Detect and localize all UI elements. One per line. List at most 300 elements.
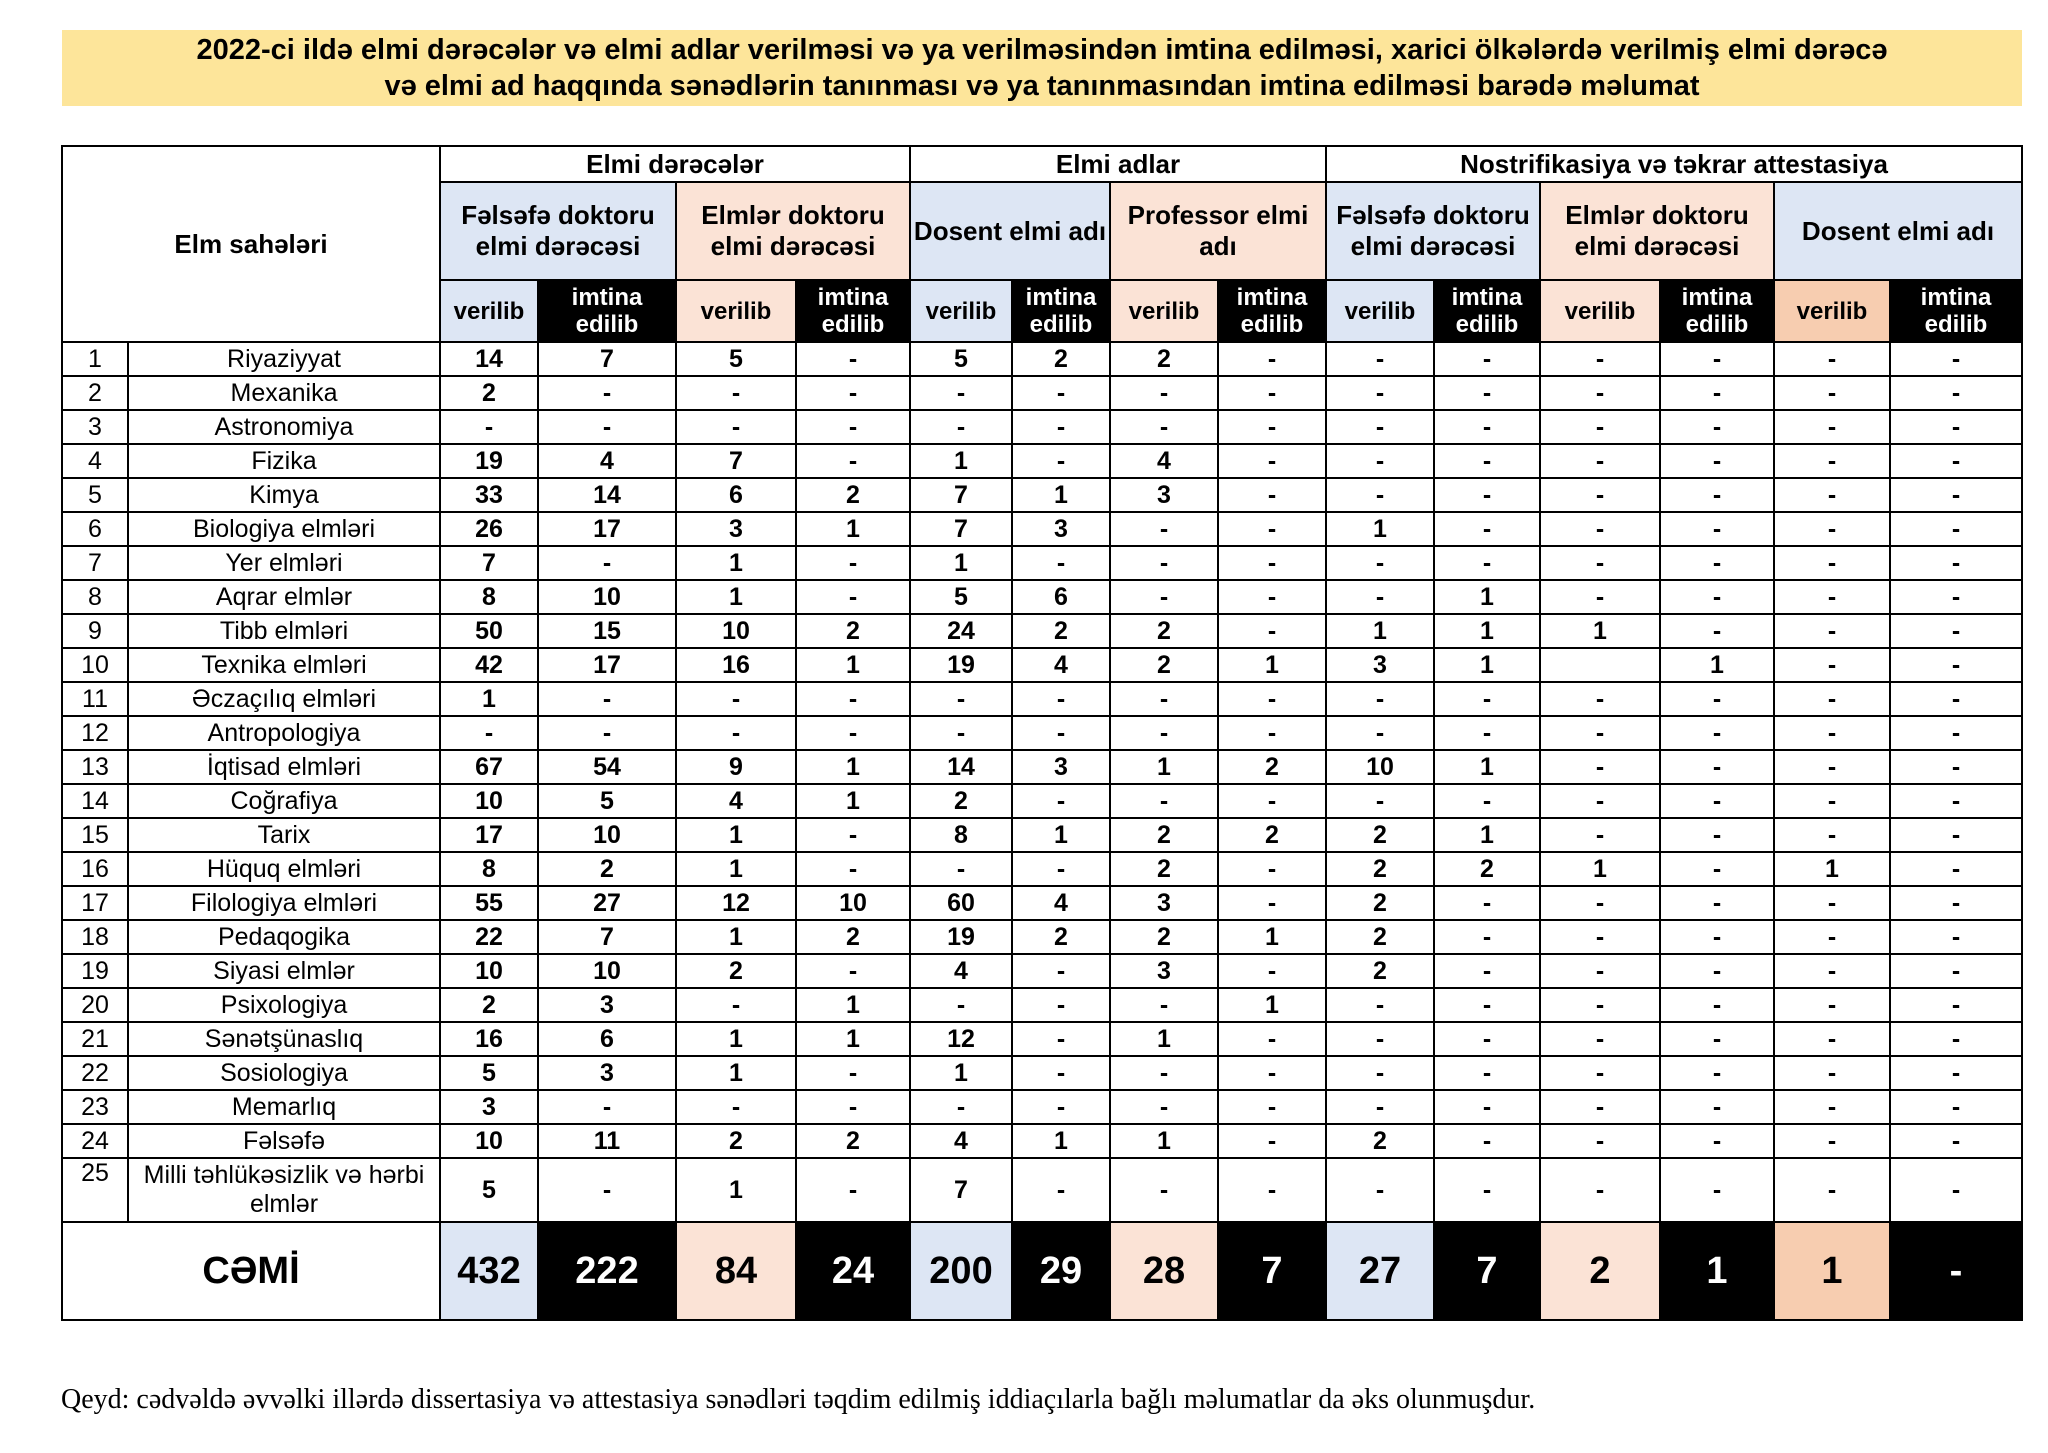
row-value: 2 — [1012, 614, 1110, 648]
row-value: - — [676, 1090, 796, 1124]
row-value: - — [910, 1090, 1012, 1124]
row-value: 1 — [1660, 648, 1774, 682]
title-line-2: və elmi ad haqqında sənədlərin tanınması və ya tanınmasından imtina edilməsi barədə məlumat — [384, 70, 1700, 102]
row-value: 19 — [910, 920, 1012, 954]
row-value: 1 — [440, 682, 538, 716]
row-value: - — [1540, 1090, 1660, 1124]
row-value: - — [1890, 852, 2022, 886]
row-value: 6 — [1012, 580, 1110, 614]
table-row — [62, 478, 2022, 512]
row-value: 4 — [910, 1124, 1012, 1158]
row-value: 2 — [1326, 1124, 1434, 1158]
row-value: 10 — [440, 1124, 538, 1158]
row-value: 16 — [440, 1022, 538, 1056]
row-value: - — [910, 682, 1012, 716]
table-row — [62, 342, 2022, 376]
row-value: - — [1434, 954, 1540, 988]
total-row — [62, 1222, 2022, 1320]
row-value: 1 — [796, 784, 910, 818]
table-row — [62, 716, 2022, 750]
row-value: - — [1774, 342, 1890, 376]
row-field-name: Yer elmləri — [128, 546, 440, 580]
row-value: 1 — [796, 512, 910, 546]
row-value: - — [1774, 410, 1890, 444]
row-number: 24 — [62, 1124, 128, 1158]
table-row — [62, 1124, 2022, 1158]
row-value: - — [1434, 1056, 1540, 1090]
row-value: - — [1326, 1090, 1434, 1124]
row-value: 33 — [440, 478, 538, 512]
row-value: 2 — [1326, 954, 1434, 988]
row-number: 4 — [62, 444, 128, 478]
footnote: Qeyd: cədvəldə əvvəlki illərdə dissertasiya və attestasiya sənədləri təqdim edilmiş iddiaçılarla bağlı məlumatlar da əks olunmuşdur. — [61, 1384, 1536, 1415]
row-value: - — [1540, 376, 1660, 410]
row-value: 1 — [1218, 988, 1326, 1022]
row-value: - — [1660, 410, 1774, 444]
row-value: 7 — [910, 478, 1012, 512]
row-value: - — [1660, 852, 1774, 886]
row-value: - — [1110, 784, 1218, 818]
row-value: - — [1660, 1022, 1774, 1056]
row-value: - — [1660, 580, 1774, 614]
row-value: - — [1110, 1090, 1218, 1124]
row-value: - — [1774, 818, 1890, 852]
row-value: - — [676, 988, 796, 1022]
row-value: - — [1012, 444, 1110, 478]
row-value: 8 — [440, 852, 538, 886]
row-value: - — [1890, 818, 2022, 852]
total-value: 222 — [538, 1222, 676, 1320]
row-value: 2 — [676, 1124, 796, 1158]
table-row — [62, 1090, 2022, 1124]
row-value: 1 — [796, 648, 910, 682]
row-value: 1 — [676, 852, 796, 886]
row-field-name: Coğrafiya — [128, 784, 440, 818]
header-sub-dosent: Dosent elmi adı — [910, 182, 1110, 280]
row-value: - — [1110, 716, 1218, 750]
row-value: - — [1110, 988, 1218, 1022]
total-value: 27 — [1326, 1222, 1434, 1320]
row-number: 1 — [62, 342, 128, 376]
row-number: 14 — [62, 784, 128, 818]
row-value: - — [1434, 1090, 1540, 1124]
row-value: - — [796, 376, 910, 410]
row-value: - — [676, 376, 796, 410]
row-value: - — [1890, 716, 2022, 750]
row-value: - — [1110, 1056, 1218, 1090]
row-number: 13 — [62, 750, 128, 784]
row-value: - — [910, 852, 1012, 886]
row-field-name: Tibb elmləri — [128, 614, 440, 648]
table-row — [62, 1056, 2022, 1090]
row-value: - — [1890, 682, 2022, 716]
row-value: 2 — [1012, 920, 1110, 954]
row-value: - — [1774, 1090, 1890, 1124]
row-value: 1 — [1434, 818, 1540, 852]
row-value: - — [1660, 750, 1774, 784]
row-value: 1 — [676, 920, 796, 954]
row-value: 1 — [1540, 852, 1660, 886]
row-value: - — [1774, 1056, 1890, 1090]
row-value: - — [1110, 546, 1218, 580]
row-value: 4 — [676, 784, 796, 818]
row-value: - — [1890, 784, 2022, 818]
row-value: - — [1660, 1090, 1774, 1124]
row-value: 4 — [1110, 444, 1218, 478]
row-value: 2 — [1326, 920, 1434, 954]
row-value: - — [1326, 376, 1434, 410]
row-value: - — [1326, 410, 1434, 444]
row-value: - — [1660, 376, 1774, 410]
row-value: - — [1660, 920, 1774, 954]
row-value: - — [1012, 988, 1110, 1022]
row-value: 1 — [1540, 614, 1660, 648]
row-value: 1 — [676, 546, 796, 580]
row-value — [1540, 648, 1660, 682]
row-number: 16 — [62, 852, 128, 886]
header-sub-felsefe-doktoru: Fəlsəfə doktoru elmi dərəcəsi — [440, 182, 676, 280]
row-value: 27 — [538, 886, 676, 920]
header-imtina-edilib: imtina edilib — [1012, 280, 1110, 342]
row-value: - — [1434, 512, 1540, 546]
row-field-name: Pedaqogika — [128, 920, 440, 954]
row-number: 19 — [62, 954, 128, 988]
table-row — [62, 784, 2022, 818]
row-value: - — [796, 342, 910, 376]
table-row — [62, 376, 2022, 410]
row-value: - — [538, 1090, 676, 1124]
total-value: 7 — [1218, 1222, 1326, 1320]
row-value: - — [1218, 954, 1326, 988]
row-value: - — [1890, 1090, 2022, 1124]
row-value: - — [1774, 648, 1890, 682]
row-value: 1 — [1110, 1124, 1218, 1158]
row-value: 5 — [440, 1158, 538, 1222]
row-value: - — [1890, 1158, 2022, 1222]
table-row — [62, 410, 2022, 444]
row-value: - — [1326, 342, 1434, 376]
row-field-name: Kimya — [128, 478, 440, 512]
row-value: - — [1540, 1022, 1660, 1056]
row-number: 22 — [62, 1056, 128, 1090]
row-value: 3 — [1012, 512, 1110, 546]
row-number: 20 — [62, 988, 128, 1022]
row-value: 22 — [440, 920, 538, 954]
row-value: - — [538, 716, 676, 750]
row-value: 1 — [1434, 580, 1540, 614]
row-value: 1 — [676, 580, 796, 614]
row-value: - — [1434, 988, 1540, 1022]
row-value: - — [1012, 376, 1110, 410]
row-value: 1 — [796, 1022, 910, 1056]
row-number: 10 — [62, 648, 128, 682]
row-value: - — [1774, 920, 1890, 954]
row-value: 1 — [676, 1056, 796, 1090]
row-value: 2 — [1110, 342, 1218, 376]
row-value: 60 — [910, 886, 1012, 920]
header-verilib: verilib — [1540, 280, 1660, 342]
table-row — [62, 818, 2022, 852]
row-value: - — [1012, 682, 1110, 716]
row-value: - — [1218, 1056, 1326, 1090]
row-value: 1 — [1326, 512, 1434, 546]
row-field-name: Fəlsəfə — [128, 1124, 440, 1158]
row-field-name: Biologiya elmləri — [128, 512, 440, 546]
total-value: 200 — [910, 1222, 1012, 1320]
row-value: - — [1774, 682, 1890, 716]
header-sub-nostr-elmler-doktoru: Elmlər doktoru elmi dərəcəsi — [1540, 182, 1774, 280]
row-field-name: Memarlıq — [128, 1090, 440, 1124]
row-value: - — [1434, 444, 1540, 478]
row-value: - — [1540, 410, 1660, 444]
row-value: - — [1774, 376, 1890, 410]
row-value: - — [1890, 342, 2022, 376]
row-value: - — [538, 546, 676, 580]
header-group-elmi-adlar: Elmi adlar — [910, 146, 1326, 182]
row-value: 2 — [796, 478, 910, 512]
row-value: - — [1110, 580, 1218, 614]
row-value: - — [796, 954, 910, 988]
table-row — [62, 750, 2022, 784]
total-value: 1 — [1774, 1222, 1890, 1320]
row-value: 2 — [440, 376, 538, 410]
row-field-name: Hüquq elmləri — [128, 852, 440, 886]
row-value: 2 — [1110, 920, 1218, 954]
row-value: 8 — [910, 818, 1012, 852]
row-value: - — [1660, 512, 1774, 546]
row-value: 10 — [440, 954, 538, 988]
row-value: 2 — [1110, 852, 1218, 886]
row-value: 67 — [440, 750, 538, 784]
row-number: 18 — [62, 920, 128, 954]
row-value: - — [1012, 784, 1110, 818]
row-value: 2 — [1110, 818, 1218, 852]
total-value: 24 — [796, 1222, 910, 1320]
row-value: - — [1540, 444, 1660, 478]
row-value: 14 — [910, 750, 1012, 784]
row-value: - — [1540, 580, 1660, 614]
row-value: - — [676, 682, 796, 716]
row-value: - — [1540, 512, 1660, 546]
row-number: 15 — [62, 818, 128, 852]
row-value: - — [1890, 546, 2022, 580]
row-value: 1 — [676, 1158, 796, 1222]
row-value: - — [1890, 988, 2022, 1022]
row-value: - — [1774, 546, 1890, 580]
row-value: - — [1540, 954, 1660, 988]
header-imtina-edilib: imtina edilib — [1218, 280, 1326, 342]
row-field-name: Əczaçılıq elmləri — [128, 682, 440, 716]
row-value: 4 — [538, 444, 676, 478]
row-value: - — [1890, 410, 2022, 444]
row-number: 7 — [62, 546, 128, 580]
table-row — [62, 580, 2022, 614]
row-value: 3 — [676, 512, 796, 546]
row-value: 26 — [440, 512, 538, 546]
row-value: - — [1110, 376, 1218, 410]
row-value: 10 — [538, 954, 676, 988]
row-value: 2 — [1110, 614, 1218, 648]
row-value: - — [1540, 920, 1660, 954]
row-value: - — [1218, 444, 1326, 478]
row-value: - — [910, 376, 1012, 410]
table-body — [62, 342, 2022, 1320]
row-value: - — [1218, 546, 1326, 580]
row-value: - — [1890, 886, 2022, 920]
row-value: - — [1434, 716, 1540, 750]
row-value: - — [796, 580, 910, 614]
row-value: 3 — [1326, 648, 1434, 682]
row-value: 16 — [676, 648, 796, 682]
row-value: 1 — [676, 1022, 796, 1056]
row-value: 3 — [440, 1090, 538, 1124]
row-value: - — [1890, 444, 2022, 478]
row-value: - — [1660, 342, 1774, 376]
row-value: - — [676, 410, 796, 444]
row-value: - — [1774, 954, 1890, 988]
row-value: - — [1660, 444, 1774, 478]
header-sub-nostr-felsefe-doktoru: Fəlsəfə doktoru elmi dərəcəsi — [1326, 182, 1540, 280]
row-value: - — [1326, 784, 1434, 818]
row-value: - — [1774, 478, 1890, 512]
row-value: - — [1218, 682, 1326, 716]
row-value: 2 — [796, 920, 910, 954]
table-row — [62, 988, 2022, 1022]
row-value: - — [1660, 784, 1774, 818]
row-value: - — [1540, 988, 1660, 1022]
row-value: 10 — [676, 614, 796, 648]
page-title — [62, 30, 2022, 106]
row-value: - — [1540, 818, 1660, 852]
row-value: - — [1012, 852, 1110, 886]
row-value: - — [1110, 682, 1218, 716]
row-value: - — [1540, 750, 1660, 784]
header-verilib: verilib — [910, 280, 1012, 342]
row-value: - — [1890, 376, 2022, 410]
row-value: - — [796, 716, 910, 750]
row-value: - — [1012, 1022, 1110, 1056]
total-value: 7 — [1434, 1222, 1540, 1320]
row-value: 10 — [440, 784, 538, 818]
total-value: 2 — [1540, 1222, 1660, 1320]
row-field-name: Siyasi elmlər — [128, 954, 440, 988]
row-value: - — [1890, 1124, 2022, 1158]
row-value: 1 — [796, 750, 910, 784]
row-value: - — [1660, 1124, 1774, 1158]
row-value: 8 — [440, 580, 538, 614]
row-value: 24 — [910, 614, 1012, 648]
row-value: 4 — [1012, 648, 1110, 682]
row-value: - — [796, 818, 910, 852]
row-value: - — [1540, 682, 1660, 716]
row-value: - — [796, 546, 910, 580]
row-value: - — [1218, 478, 1326, 512]
row-value: - — [1660, 1056, 1774, 1090]
row-value: 17 — [538, 648, 676, 682]
row-value: - — [1326, 478, 1434, 512]
row-field-name: Mexanika — [128, 376, 440, 410]
row-value: 1 — [910, 1056, 1012, 1090]
row-value: - — [796, 1056, 910, 1090]
row-value: 2 — [1218, 750, 1326, 784]
table-row — [62, 682, 2022, 716]
total-value: 84 — [676, 1222, 796, 1320]
row-value: - — [1326, 546, 1434, 580]
header-elm-saheleri: Elm sahələri — [62, 146, 440, 342]
statistics-table — [61, 145, 2023, 1321]
row-value: - — [1774, 886, 1890, 920]
row-value: - — [1660, 546, 1774, 580]
row-value: 1 — [1774, 852, 1890, 886]
header-verilib: verilib — [1774, 280, 1890, 342]
row-value: - — [1434, 1124, 1540, 1158]
row-value: - — [1540, 784, 1660, 818]
row-value: - — [1540, 546, 1660, 580]
row-value: - — [1218, 1158, 1326, 1222]
row-field-name: Tarix — [128, 818, 440, 852]
header-verilib: verilib — [440, 280, 538, 342]
row-value: - — [1218, 410, 1326, 444]
row-value: - — [1218, 614, 1326, 648]
table-row — [62, 886, 2022, 920]
row-value: 5 — [538, 784, 676, 818]
row-value: - — [1660, 954, 1774, 988]
row-value: - — [440, 410, 538, 444]
row-value: - — [1012, 1056, 1110, 1090]
row-value: 5 — [910, 342, 1012, 376]
row-number: 25 — [62, 1158, 128, 1222]
row-value: 3 — [538, 1056, 676, 1090]
row-value: - — [1660, 1158, 1774, 1222]
row-value: - — [1890, 920, 2022, 954]
row-value: - — [1890, 478, 2022, 512]
row-value: - — [538, 1158, 676, 1222]
row-value: - — [1660, 988, 1774, 1022]
row-value: - — [796, 410, 910, 444]
row-value: 1 — [1326, 614, 1434, 648]
row-value: 3 — [1110, 478, 1218, 512]
row-value: - — [1012, 1158, 1110, 1222]
table-row — [62, 920, 2022, 954]
total-value: - — [1890, 1222, 2022, 1320]
row-value: - — [1218, 1022, 1326, 1056]
row-value: 9 — [676, 750, 796, 784]
row-value: - — [796, 444, 910, 478]
header-verilib: verilib — [1110, 280, 1218, 342]
row-number: 23 — [62, 1090, 128, 1124]
row-value: - — [1326, 444, 1434, 478]
row-value: 1 — [676, 818, 796, 852]
row-value: 50 — [440, 614, 538, 648]
row-value: - — [1660, 614, 1774, 648]
row-value: 7 — [910, 1158, 1012, 1222]
row-value: - — [538, 376, 676, 410]
row-value: 19 — [910, 648, 1012, 682]
row-value: - — [440, 716, 538, 750]
row-value: 1 — [1434, 648, 1540, 682]
row-field-name: Fizika — [128, 444, 440, 478]
row-value: - — [1218, 342, 1326, 376]
row-number: 9 — [62, 614, 128, 648]
row-field-name: Sosiologiya — [128, 1056, 440, 1090]
row-value: - — [1890, 580, 2022, 614]
row-value: 3 — [538, 988, 676, 1022]
row-value: - — [910, 410, 1012, 444]
row-value: 2 — [440, 988, 538, 1022]
row-value: - — [1890, 512, 2022, 546]
row-value: - — [1326, 682, 1434, 716]
header-sub-elmler-doktoru: Elmlər doktoru elmi dərəcəsi — [676, 182, 910, 280]
